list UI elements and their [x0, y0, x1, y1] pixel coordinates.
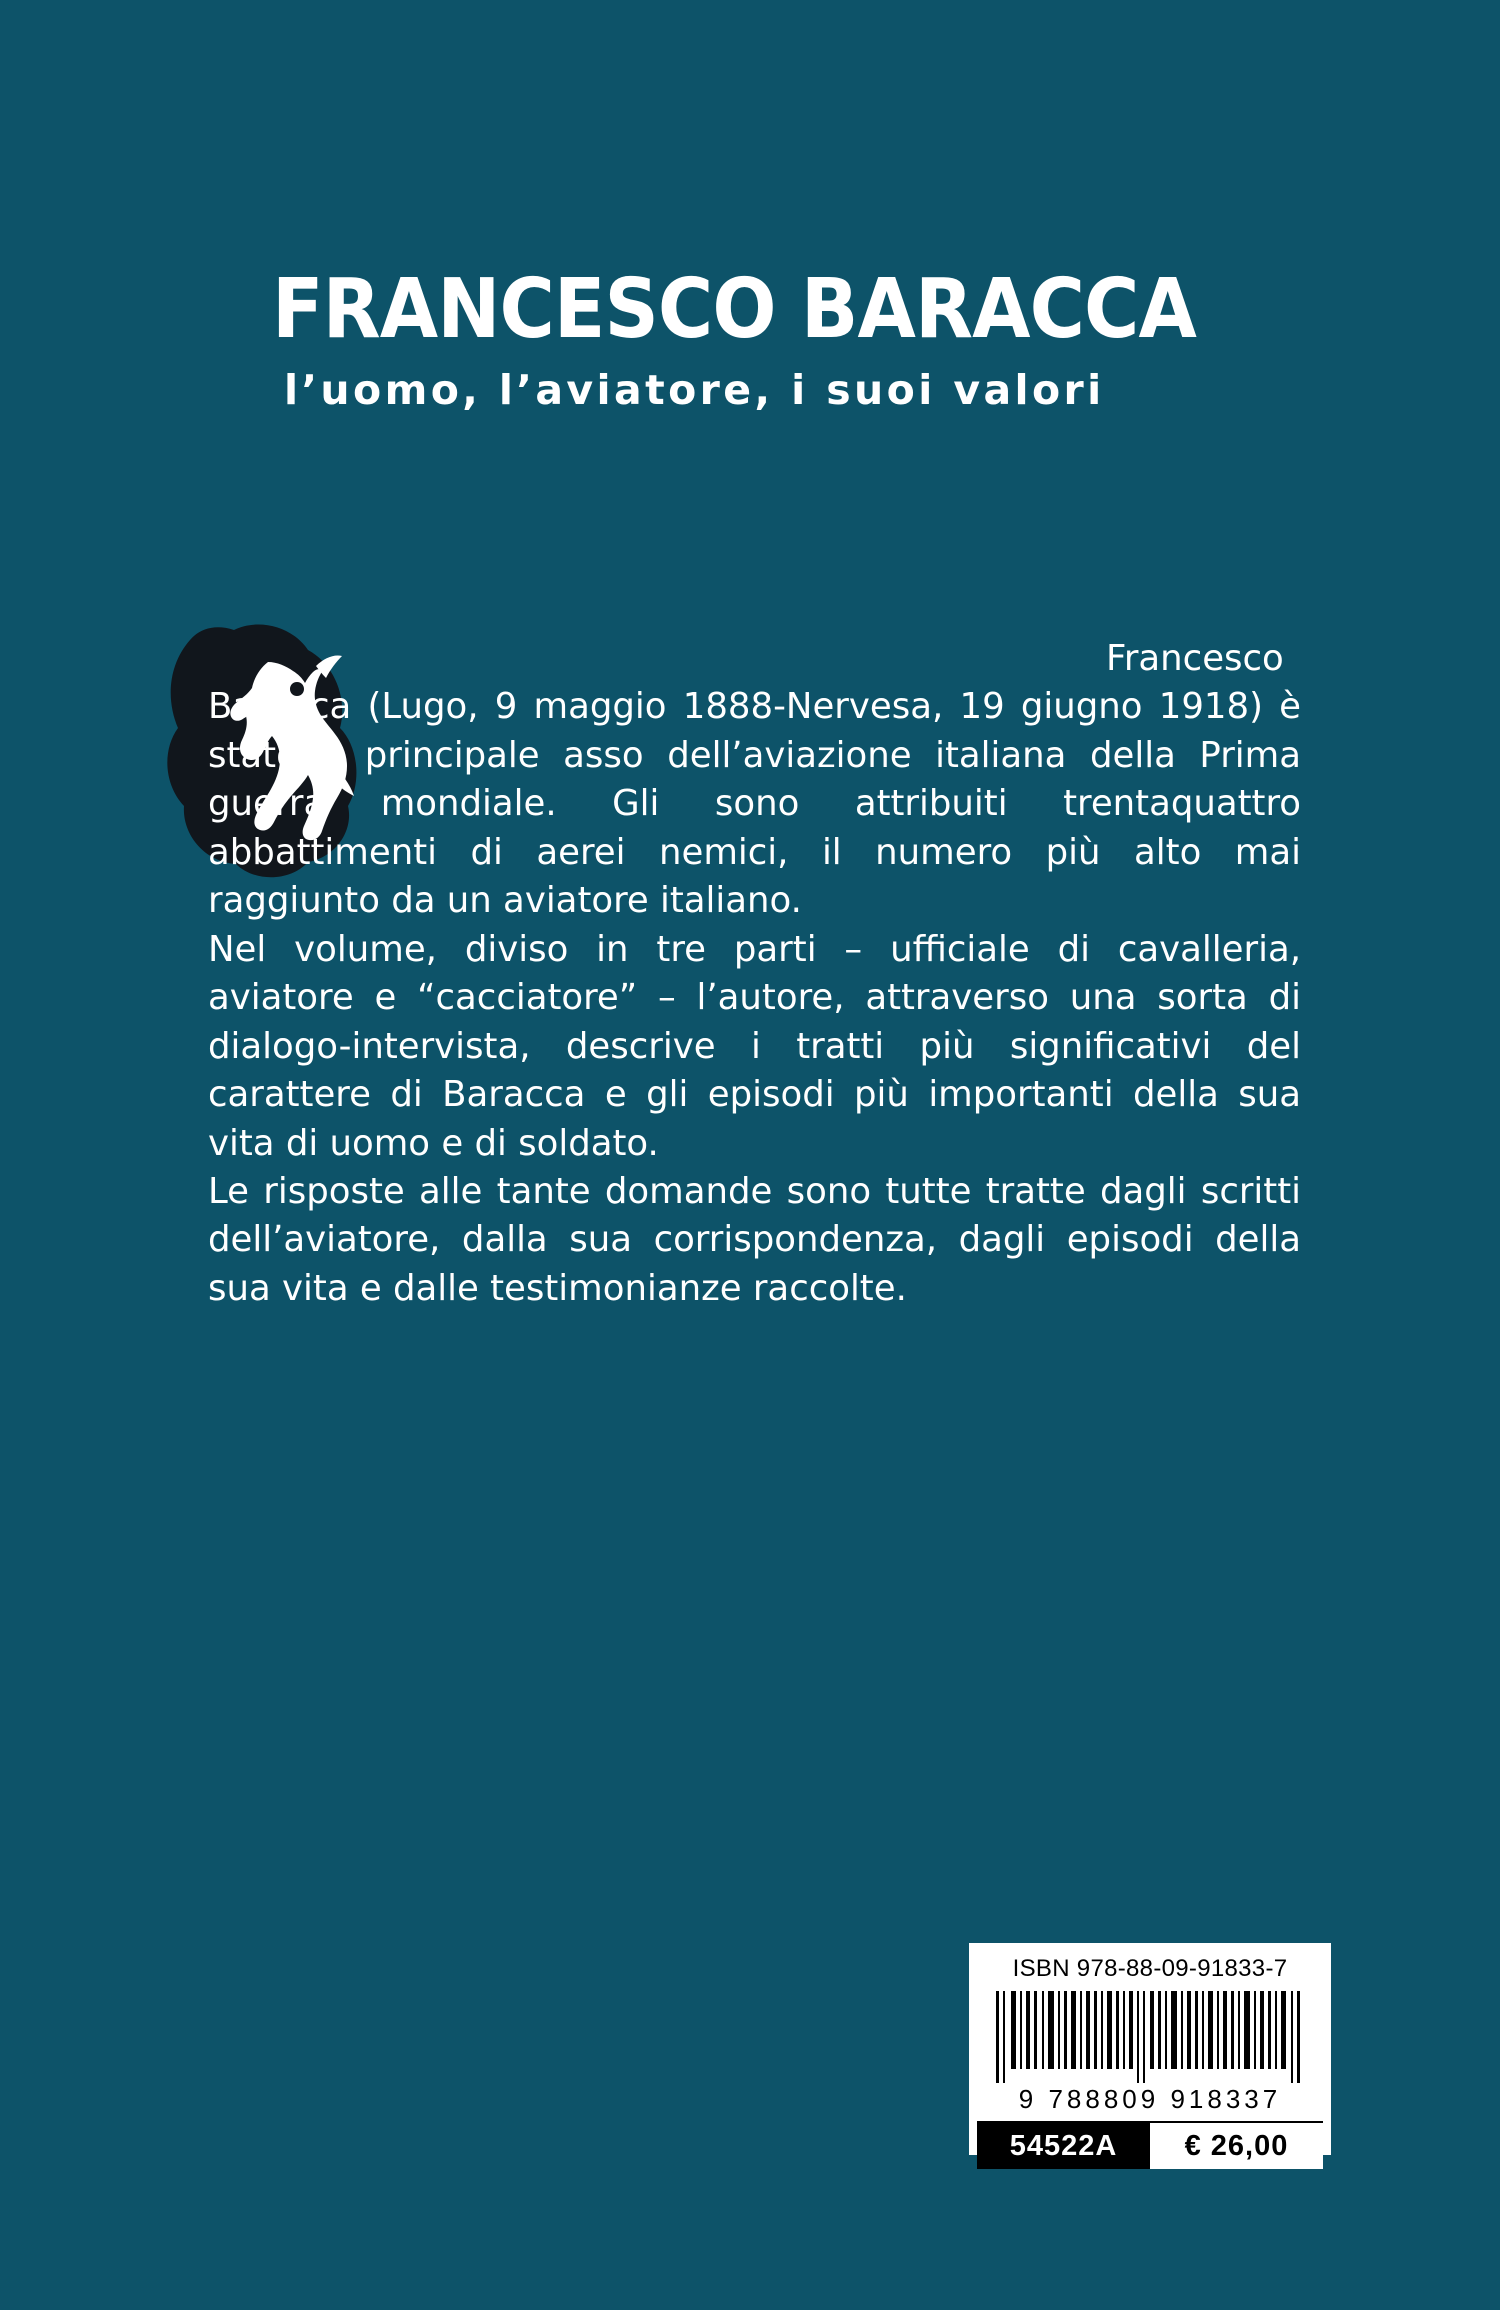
blurb-paragraph-3: Le risposte alle tante domande sono tutte tratte dagli scritti dell’aviatore, dalla sua corrispondenza, dagli episodi della sua vita e dalle testimonianze raccolte. — [208, 1170, 1301, 1309]
barcode-bars — [990, 1991, 1310, 2083]
barcode-block — [966, 1940, 1334, 2162]
barcode-digits: 9 788809 918337 — [1018, 2084, 1282, 2114]
isbn-label: ISBN 978-88-09-91833-7 — [1012, 1955, 1288, 1982]
blurb-paragraph-2: Nel volume, diviso in tre parti – ufficiale di cavalleria, aviatore e “cacciatore” – l’autore, attraverso una sorta di dialogo-intervista, descrive i tratti più significativi del carattere di Baracca e gli episodi più importanti della sua vita di uomo e di soldato. — [208, 928, 1301, 1164]
title-block — [272, 262, 1272, 415]
blurb-text — [208, 635, 1301, 1313]
page-subtitle: l’uomo, l’aviatore, i suoi valori — [284, 366, 1105, 415]
price-row — [977, 2121, 1323, 2169]
blurb-paragraph-1: Francesco Baracca (Lugo, 9 maggio 1888-Nervesa, 19 giugno 1918) è stato il principale asso dell’aviazione italiana della Prima guerra mondiale. Gli sono attribuiti trentaquattro abbattimenti di aerei nemici, il numero più alto mai raggiunto da un aviatore italiano. — [208, 638, 1301, 922]
page-title: FRANCESCO BARACCA — [272, 262, 1196, 357]
price-label: € 26,00 — [1150, 2123, 1323, 2169]
product-code: 54522A — [977, 2123, 1150, 2169]
